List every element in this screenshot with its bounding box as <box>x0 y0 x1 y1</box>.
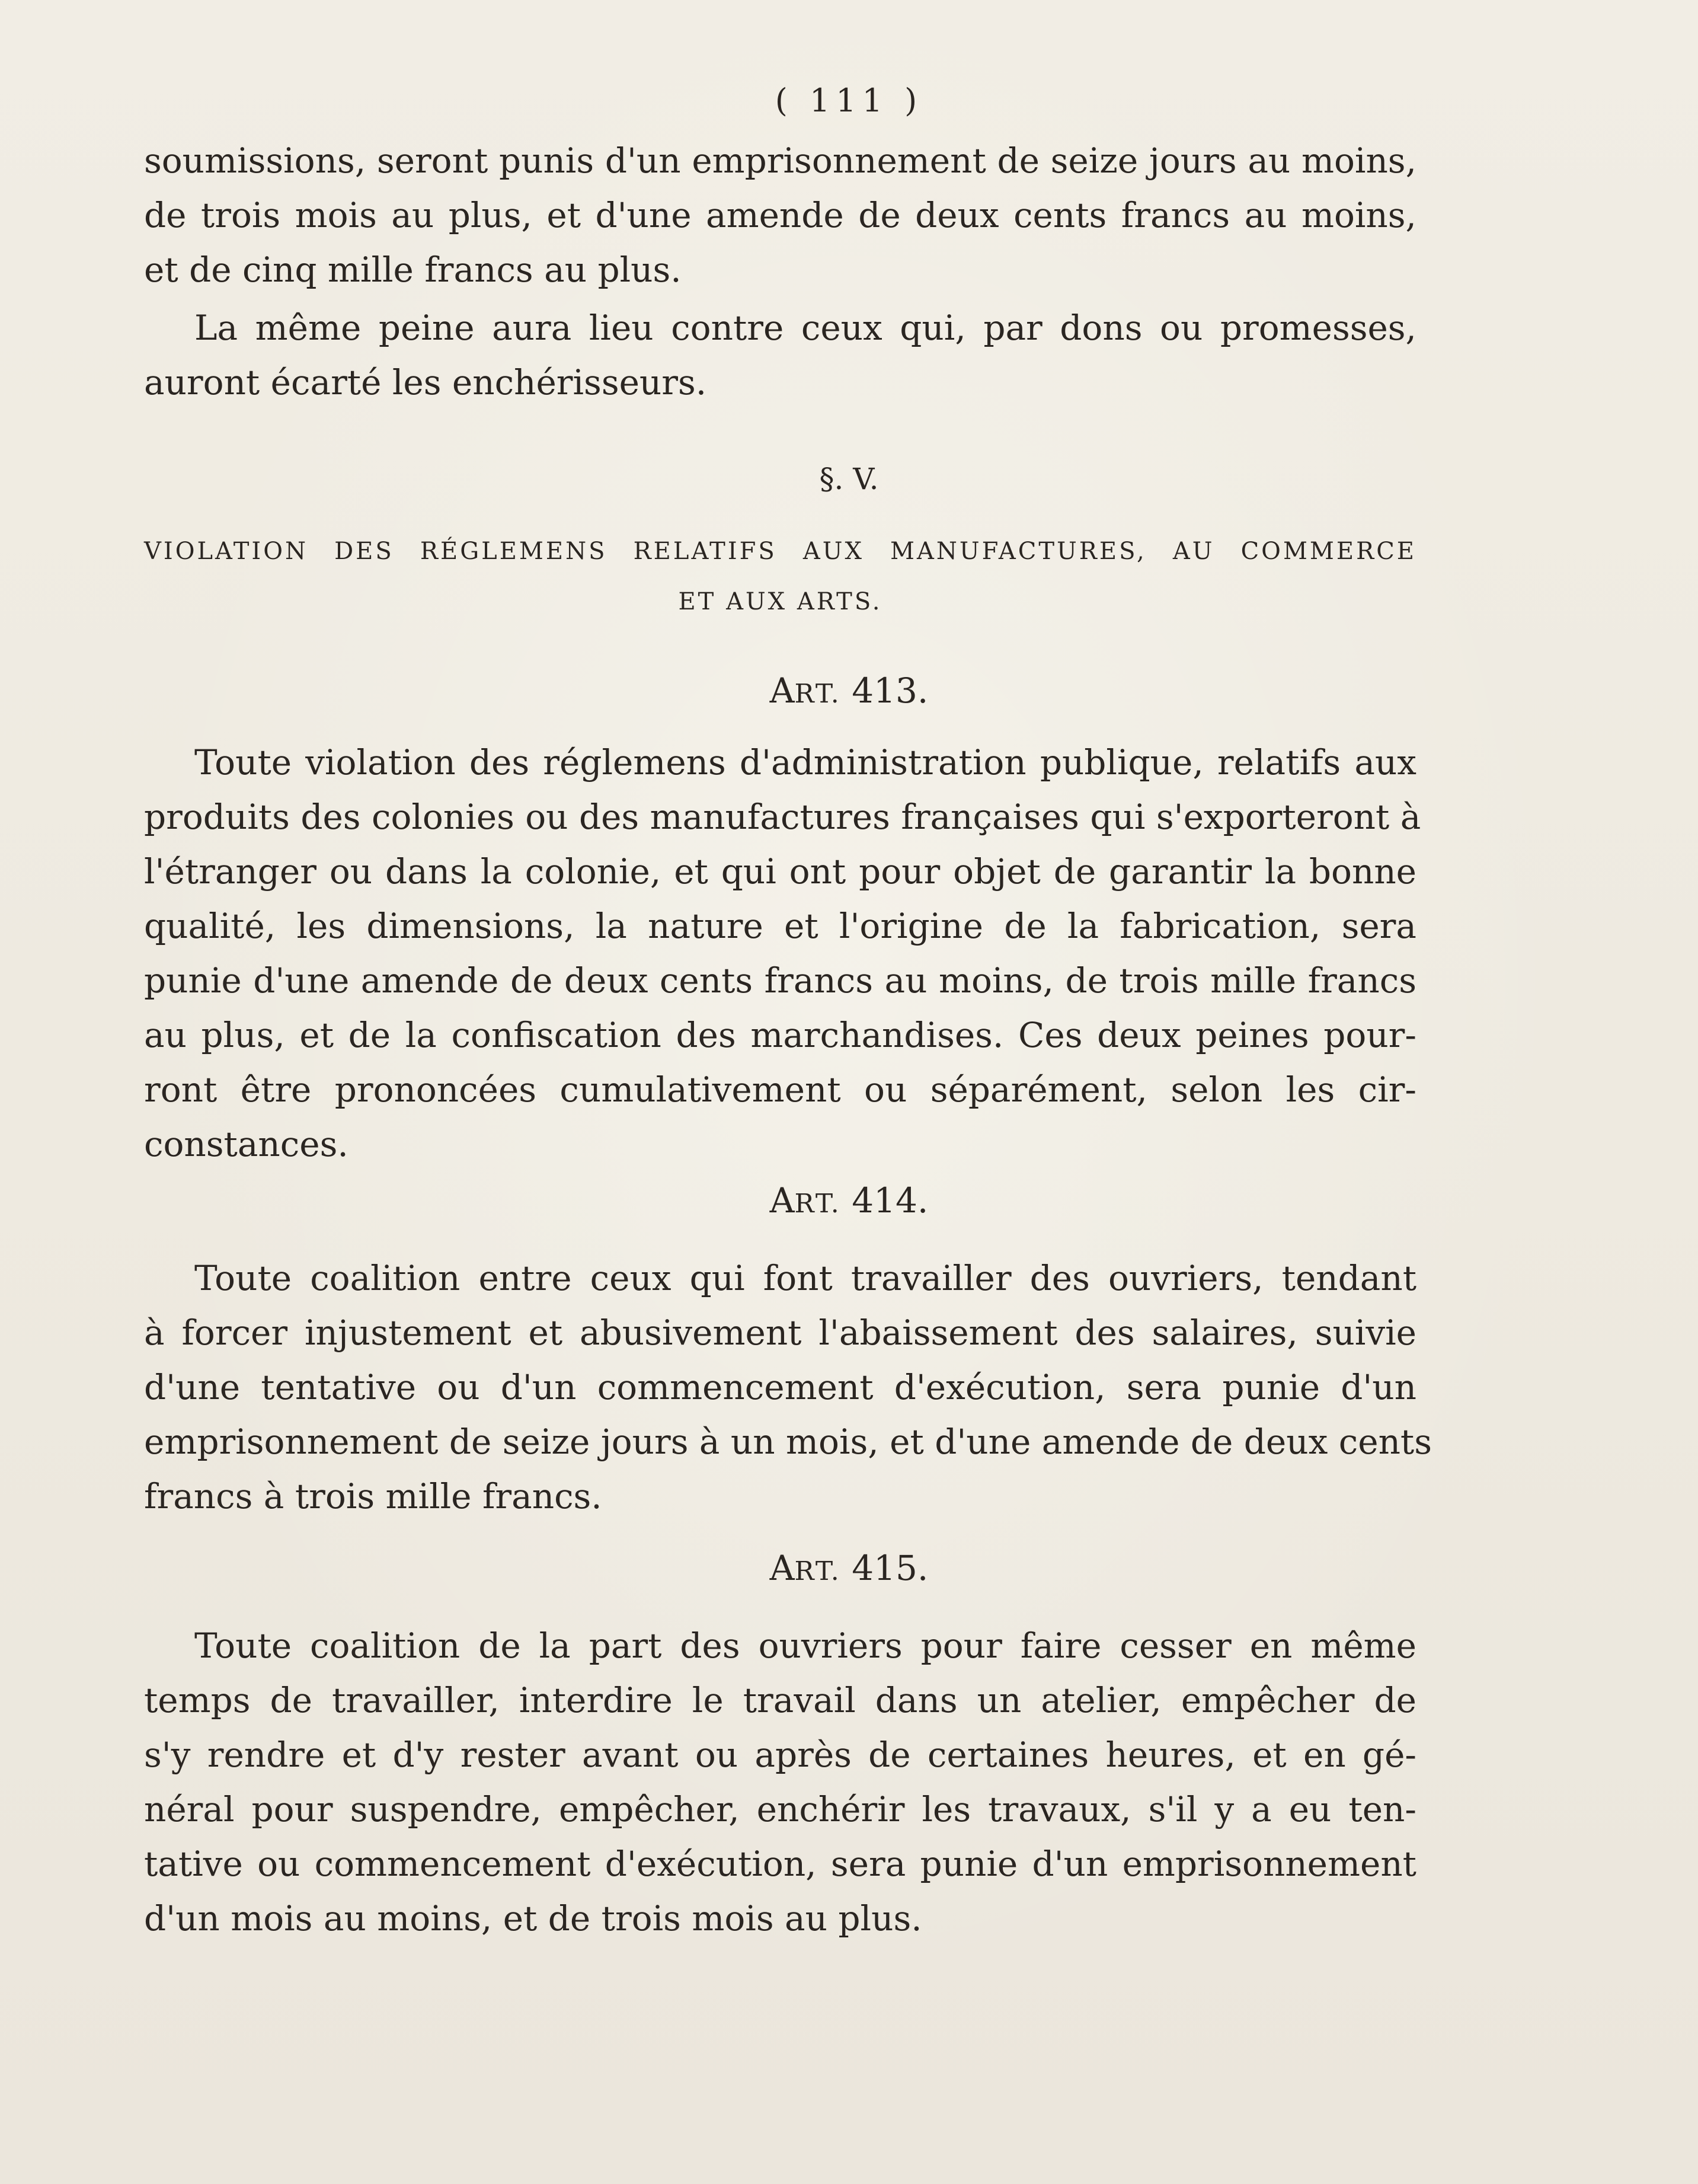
text-line: ront être prononcées cumulativement ou séparément, selon les cir- <box>144 1069 1416 1110</box>
text-line: au plus, et de la confiscation des marchandises. Ces deux peines pour- <box>144 1015 1416 1055</box>
text-line: Toute violation des réglemens d'administration publique, relatifs aux <box>194 742 1416 783</box>
text-line: s'y rendre et d'y rester avant ou après de certaines heures, et en gé- <box>144 1735 1416 1775</box>
article-abbrev: RT. <box>794 1556 841 1586</box>
text-line: de trois mois au plus, et d'une amende de deux cents francs au moins, <box>144 195 1416 235</box>
section-mark: §. V. <box>819 462 879 496</box>
article-number: 414. <box>852 1180 929 1221</box>
text-line: d'un mois au moins, et de trois mois au plus. <box>144 1898 922 1939</box>
article-prefix: A <box>769 1548 795 1588</box>
text-line: francs à trois mille francs. <box>144 1476 602 1516</box>
text-line: temps de travailler, interdire le travail dans un atelier, empêcher de <box>144 1680 1416 1720</box>
text-line: punie d'une amende de deux cents francs au moins, de trois mille francs <box>144 960 1416 1001</box>
article-prefix: A <box>769 1180 795 1221</box>
article-number: 413. <box>852 670 929 711</box>
text-line: et de cinq mille francs au plus. <box>144 250 682 290</box>
article-heading <box>0 1174 1698 1231</box>
text-line: l'étranger ou dans la colonie, et qui ont pour objet de garantir la bonne <box>144 851 1416 892</box>
text-line: néral pour suspendre, empêcher, enchérir les travaux, s'il y a eu ten- <box>144 1789 1416 1829</box>
text-line: Toute coalition de la part des ouvriers pour faire cesser en même <box>194 1626 1416 1666</box>
article-number: 415. <box>852 1548 929 1588</box>
text-line: La même peine aura lieu contre ceux qui, par dons ou promesses, <box>194 308 1416 348</box>
page-number: ( 111 ) <box>775 82 923 119</box>
text-line: auront écarté les enchérisseurs. <box>144 362 707 403</box>
text-line: qualité, les dimensions, la nature et l'origine de la fabrication, sera <box>144 906 1416 946</box>
article-heading <box>0 664 1698 721</box>
article-abbrev: RT. <box>794 679 841 709</box>
article-heading <box>0 1541 1698 1598</box>
section-title: VIOLATION DES RÉGLEMENS RELATIFS AUX MANUFACTURES, AU COMMERCE <box>144 538 1416 565</box>
section-title-continued: ET AUX ARTS. <box>678 588 882 615</box>
text-line: soumissions, seront punis d'un emprisonnement de seize jours au moins, <box>144 141 1416 181</box>
article-prefix: A <box>769 670 795 711</box>
text-line: Toute coalition entre ceux qui font travailler des ouvriers, tendant <box>194 1258 1416 1298</box>
text-line: à forcer injustement et abusivement l'abaissement des salaires, suivie <box>144 1313 1416 1353</box>
text-line: constances. <box>144 1124 348 1164</box>
article-abbrev: RT. <box>794 1189 841 1219</box>
text-line: tative ou commencement d'exécution, sera punie d'un emprisonnement <box>144 1844 1416 1884</box>
text-line: d'une tentative ou d'un commencement d'exécution, sera punie d'un <box>144 1367 1416 1407</box>
text-line: emprisonnement de seize jours à un mois, et d'une amende de deux cents <box>144 1422 1432 1462</box>
text-line: produits des colonies ou des manufactures françaises qui s'exporteront à <box>144 797 1421 837</box>
